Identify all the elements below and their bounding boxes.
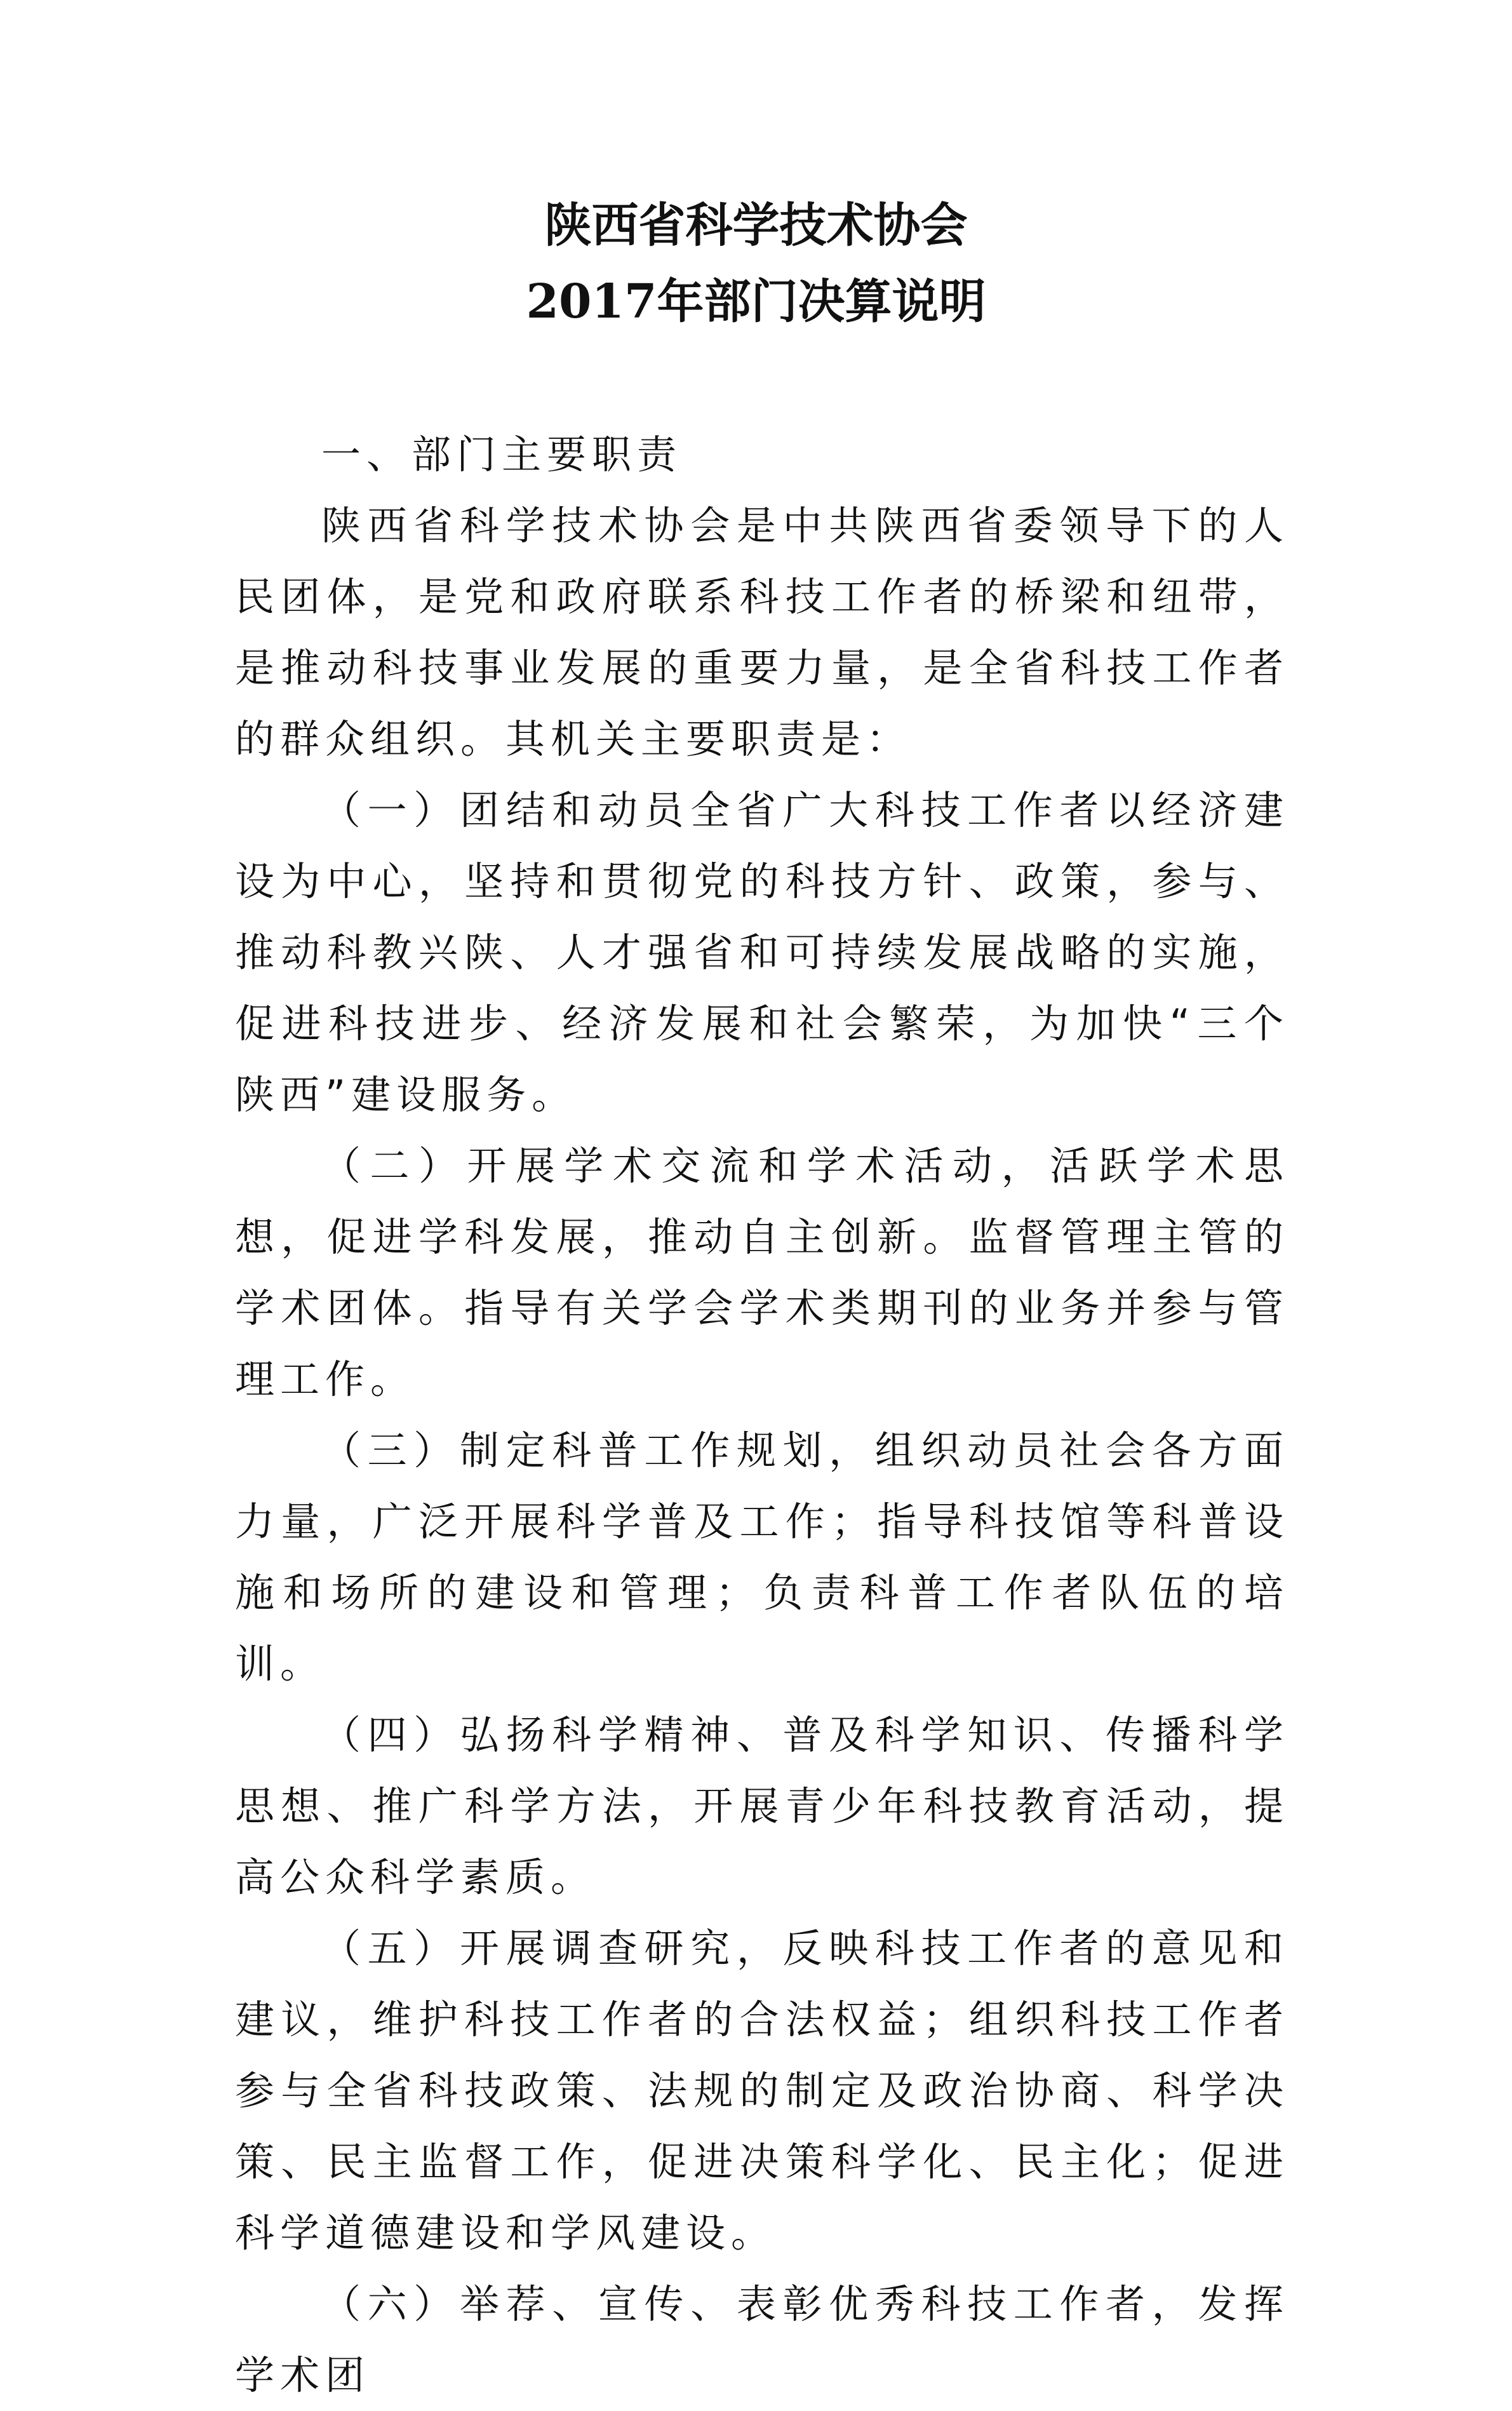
document-subtitle: 2017年部门决算说明 bbox=[526, 274, 986, 329]
paragraph-intro: 陕西省科学技术协会是中共陕西省委领导下的人民团体，是党和政府联系科技工作者的桥梁和纽带，是推动科技事业发展的重要力量，是全省科技工作者的群众组织。其机关主要职责是： bbox=[235, 502, 1289, 762]
paragraph-duty-1: （一）团结和动员全省广大科技工作者以经济建设为中心，坚持和贯彻党的科技方针、政策，参与、推动科教兴陕、人才强省和可持续发展战略的实施，促进科技进步、经济发展和社会繁荣，为加快“三个陕西”建设服务。 bbox=[235, 787, 1289, 1118]
paragraph-duty-3: （三）制定科普工作规划，组织动员社会各方面力量，广泛开展科学普及工作；指导科技馆等科普设施和场所的建设和管理；负责科普工作者队伍的培训。 bbox=[235, 1427, 1289, 1687]
document-body bbox=[235, 419, 1289, 2411]
paragraph-duty-2: （二）开展学术交流和学术活动，活跃学术思想，促进学科发展，推动自主创新。监督管理主管的学术团体。指导有关学会学术类期刊的业务并参与管理工作。 bbox=[235, 1143, 1289, 1402]
section-heading: 一、部门主要职责 bbox=[321, 431, 683, 478]
paragraph-duty-4: （四）弘扬科学精神、普及科学知识、传播科学思想、推广科学方法，开展青少年科技教育活动，提高公众科学素质。 bbox=[235, 1712, 1289, 1900]
document-title: 陕西省科学技术协会 bbox=[544, 198, 968, 253]
paragraph-duty-5: （五）开展调查研究，反映科技工作者的意见和建议，维护科技工作者的合法权益；组织科技工作者参与全省科技政策、法规的制定及政治协商、科学决策、民主监督工作，促进决策科学化、民主化；促进科学道德建设和学风建设。 bbox=[235, 1925, 1289, 2256]
paragraph-duty-6: （六）举荐、宣传、表彰优秀科技工作者，发挥学术团 bbox=[235, 2281, 1289, 2398]
